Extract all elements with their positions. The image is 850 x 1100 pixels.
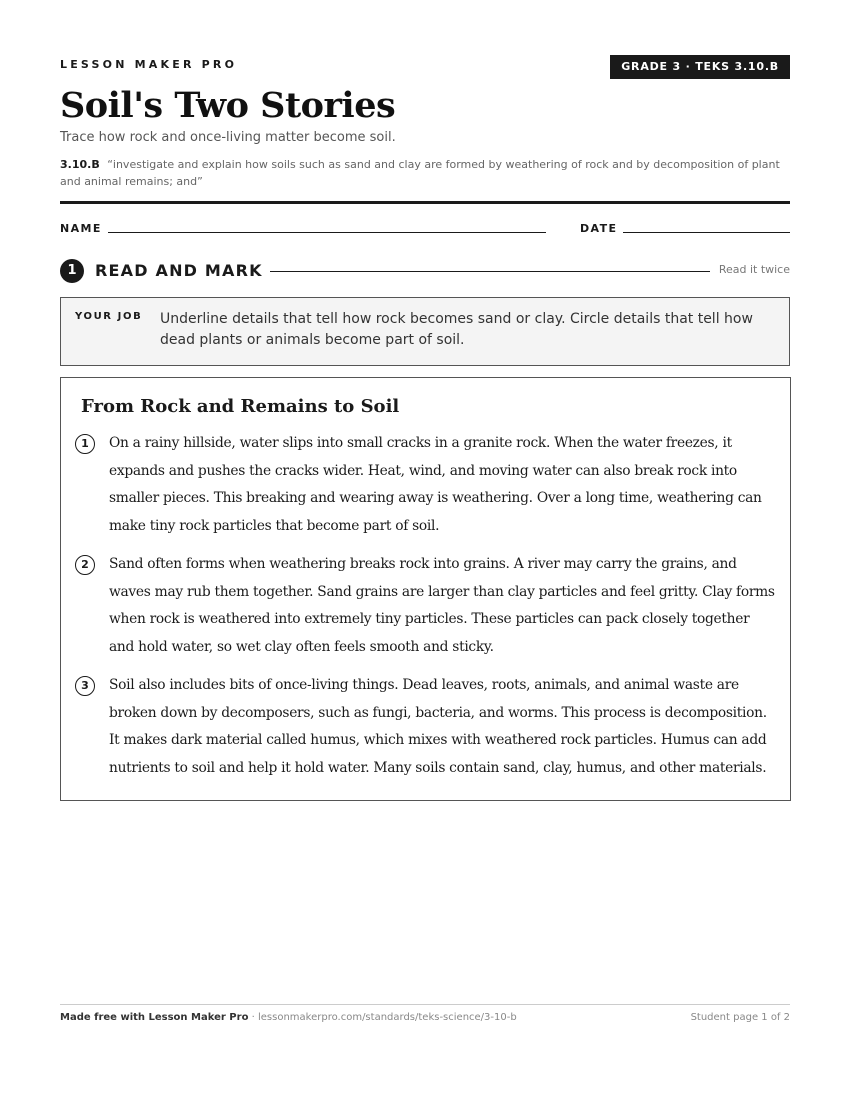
section-divider [270,271,710,272]
name-label: NAME [60,222,102,235]
date-label: DATE [580,222,618,235]
section-number-badge: 1 [60,259,84,283]
paragraph-number: 2 [75,555,95,575]
standard-text: “investigate and explain how soils such as sand and clay are formed by weathering of rock and by decomposition of plant and animal remains; and” [60,158,780,188]
your-job-box [60,297,790,366]
footer-url[interactable]: · lessonmakerpro.com/standards/teks-science/3-10-b [248,1012,517,1023]
footer-page-number: Student page 1 of 2 [690,1012,790,1023]
brand-name: LESSON MAKER PRO [60,58,238,71]
footer-divider [60,1004,790,1005]
header-divider [60,201,790,204]
paragraph-text: Sand often forms when weathering breaks rock into grains. A river may carry the grains, and waves may rub them together. Sand grains are larger than clay particles and feel gritty. Clay forms when rock is weathered into extremely tiny particles. These particles can pack closely together and hold water, so wet clay often feels smooth and sticky. [109,556,775,655]
paragraph-text: On a rainy hillside, water slips into small cracks in a granite rock. When the water freezes, it expands and pushes the cracks wider. Heat, wind, and moving water can also break rock into smaller pieces. This breaking and wearing away is weathering. Over a long time, weathering can make tiny rock particles that become part of soil. [109,435,762,534]
passage-title: From Rock and Remains to Soil [81,396,400,417]
your-job-instructions: Underline details that tell how rock becomes sand or clay. Circle details that tell how dead plants or animals become part of soil. [160,311,753,348]
reading-passage [60,377,791,801]
paragraph-number: 3 [75,676,95,696]
worksheet-title: Soil's Two Stories [60,85,396,126]
footer-made-with: Made free with Lesson Maker Pro [60,1012,249,1023]
name-field[interactable] [108,232,546,233]
standard-statement [60,156,790,190]
footer-credit [60,1012,517,1023]
section-title: READ AND MARK [95,261,263,280]
paragraph-number: 1 [75,434,95,454]
grade-badge: GRADE 3 · TEKS 3.10.B [610,55,790,79]
worksheet-subtitle: Trace how rock and once-living matter become soil. [60,130,396,145]
date-field[interactable] [623,232,790,233]
section-note: Read it twice [718,263,790,276]
paragraph-text: Soil also includes bits of once-living things. Dead leaves, roots, animals, and animal waste are broken down by decomposers, such as fungi, bacteria, and worms. This process is decomposition. It makes dark material called humus, which mixes with weathered rock particles. Humus can add nutrients to soil and help it hold water. Many soils contain sand, clay, humus, and other materials. [109,677,767,776]
standard-code: 3.10.B [60,158,100,171]
your-job-label: YOUR JOB [75,311,143,322]
